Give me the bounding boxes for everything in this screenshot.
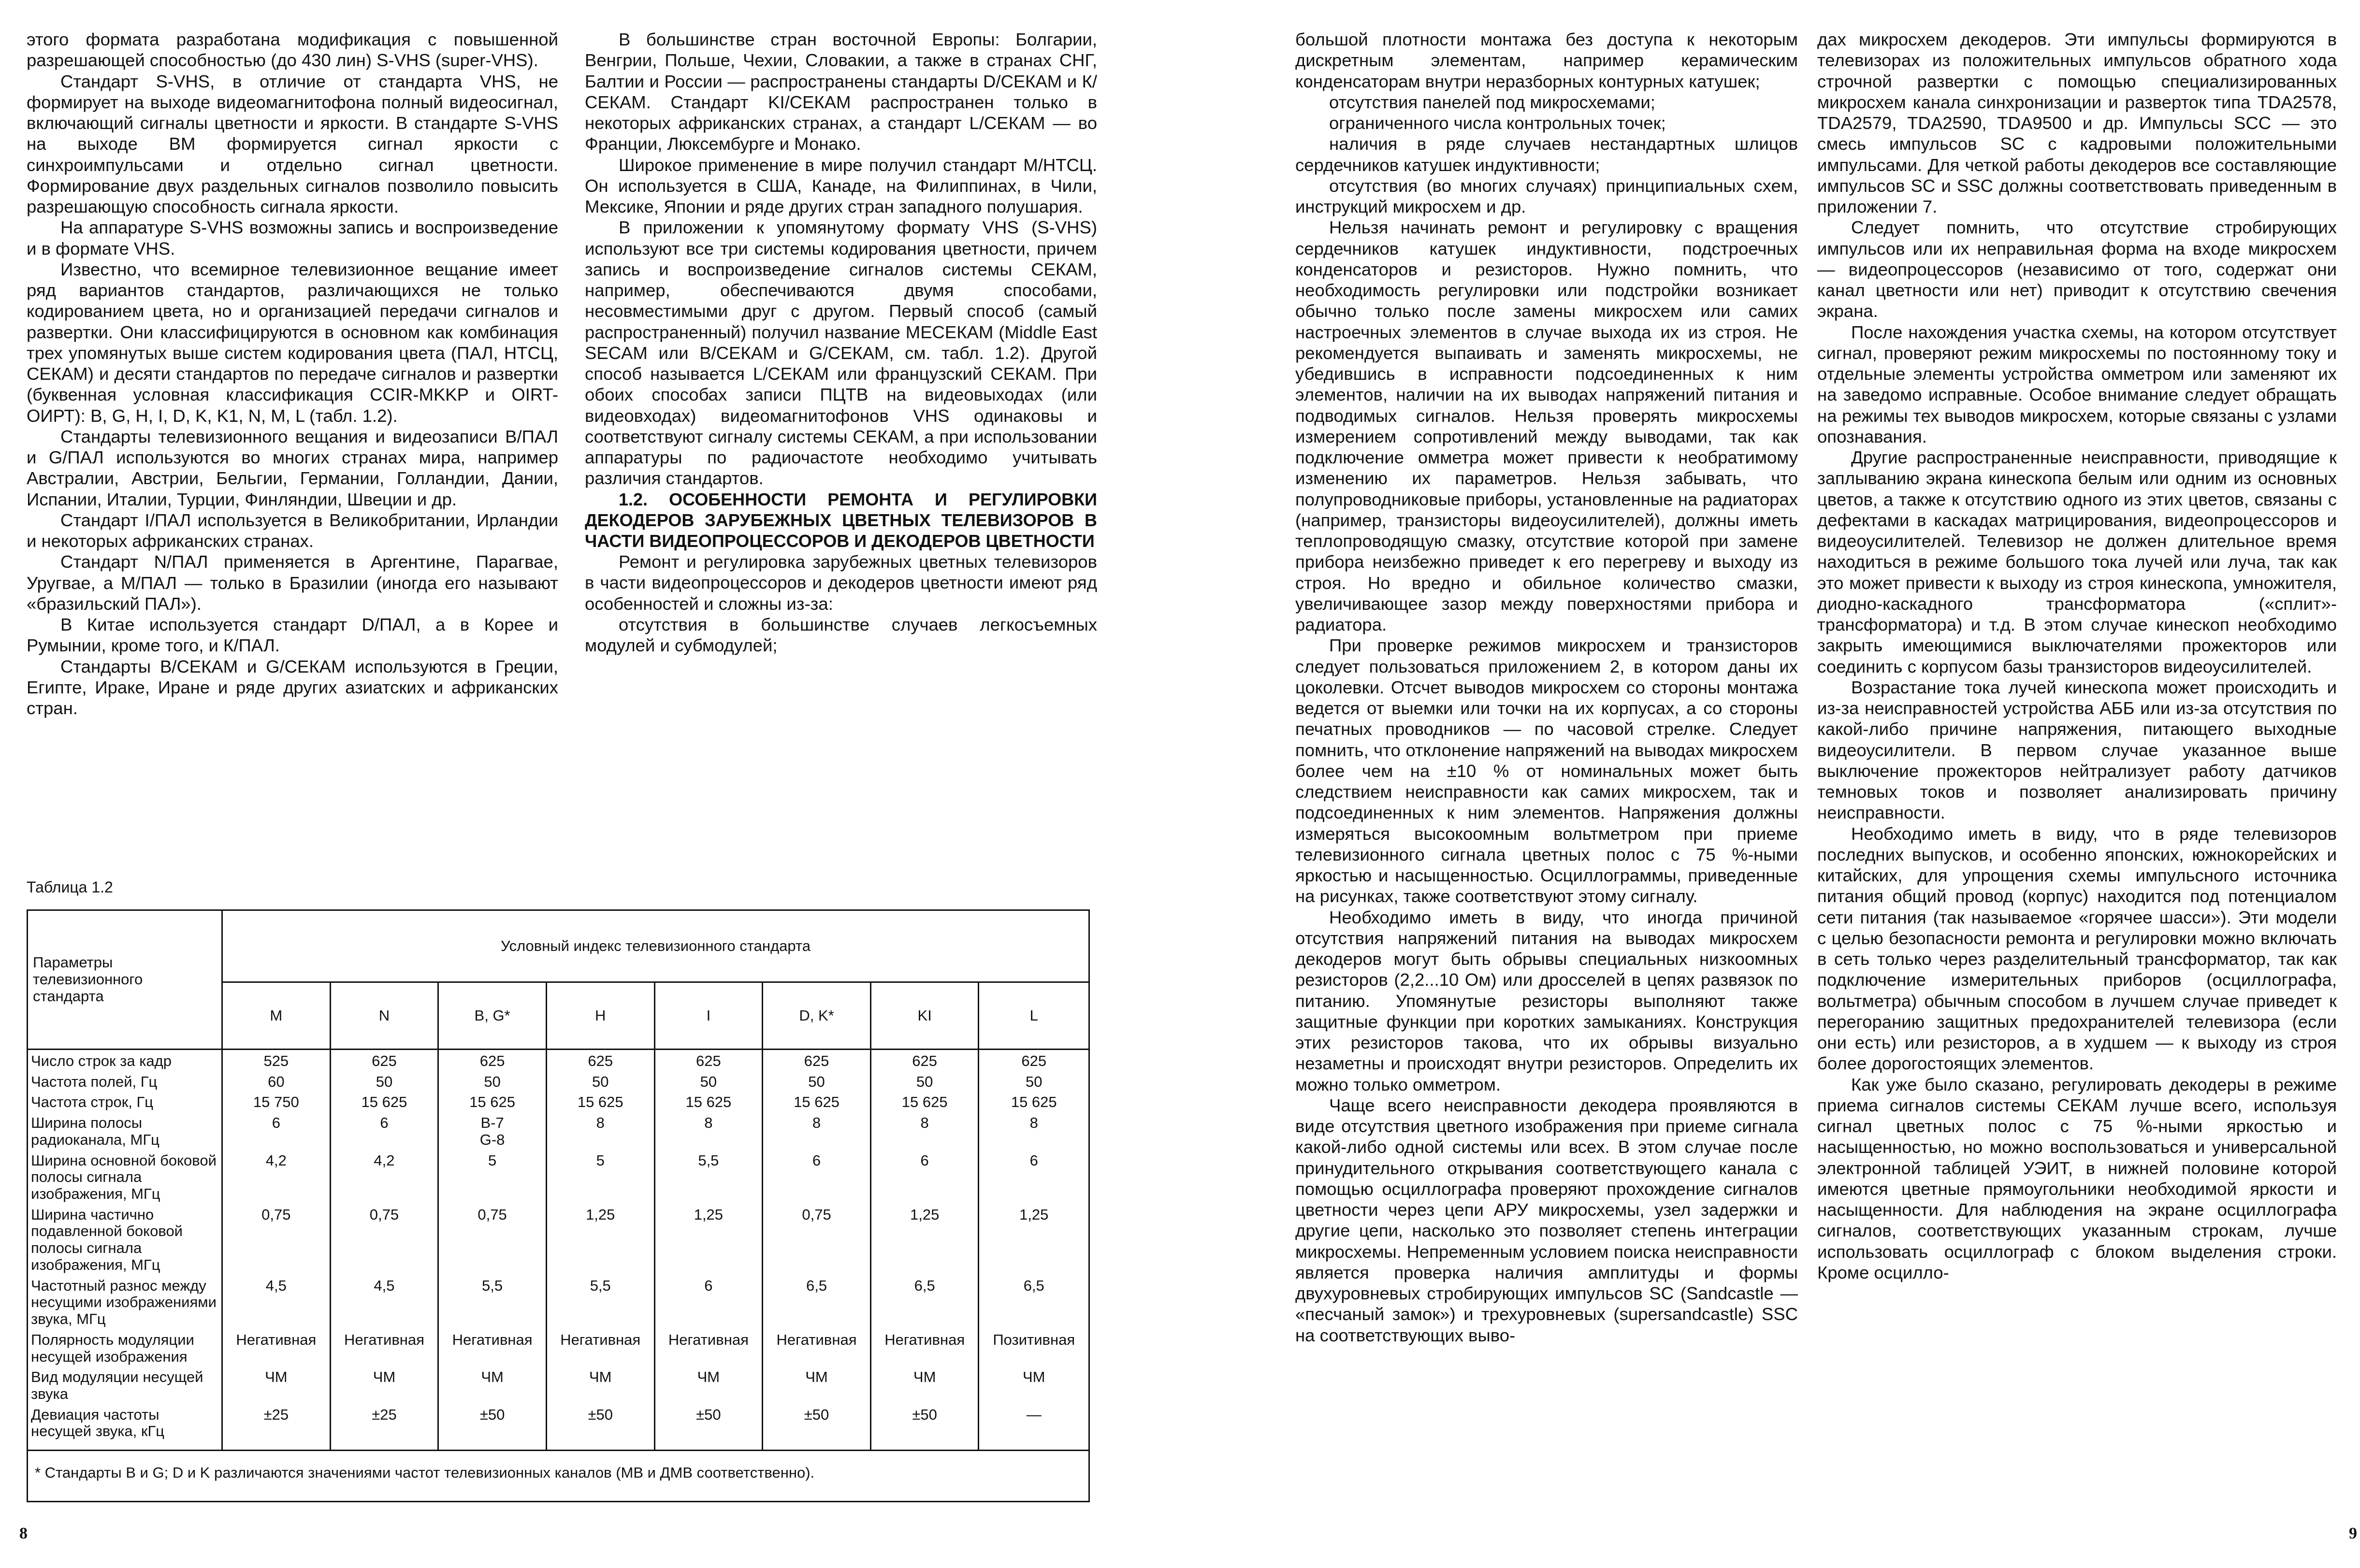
value-cell: 15 625 bbox=[330, 1091, 438, 1112]
value-cell: 0,75 bbox=[222, 1204, 331, 1275]
paragraph: Необходимо иметь в виду, что иногда причиной отсутствия напряжений питания на выводах микросхем декодеров могут быть обрывы специальных низкоомных резисторов (2,2...10 Ом) или дросселей в цепях развязок по питанию. Упомянутые резисторы выполняют также защитные функции при коротких замыканиях. Конструкция этих резисторов такова, что их обрывы визуально незаметны и происходят внутри резисторов. Определить их можно только омметром. bbox=[1295, 907, 1798, 1094]
value-cell: ±50 bbox=[870, 1404, 979, 1451]
value-cell: 15 625 bbox=[654, 1091, 763, 1112]
value-cell: ЧМ bbox=[438, 1366, 547, 1403]
paragraph: Ремонт и регулировка зарубежных цветных телевизоров в части видеопроцессоров и декодеров цветности имеют ряд особенностей и сложны из-за: bbox=[585, 552, 1097, 614]
standard-header-cell: L bbox=[979, 982, 1089, 1050]
standard-header-cell: KI bbox=[870, 982, 979, 1050]
value-cell: 50 bbox=[438, 1071, 547, 1092]
paragraph: На аппаратуре S-VHS возможны запись и воспроизведение и в формате VHS. bbox=[27, 217, 558, 259]
value-cell: ЧМ bbox=[546, 1366, 654, 1403]
paragraph: Стандарты телевизионного вещания и видеозаписи В/ПАЛ и G/ПАЛ используются во многих странах мира, например Австралии, Австрии, Бельгии, Германии, Голландии, Дании, Испании, Италии, Турции, Финляндии, Швеции и др. bbox=[27, 426, 558, 509]
value-cell: 5,5 bbox=[654, 1150, 763, 1204]
value-cell: ЧМ bbox=[654, 1366, 763, 1403]
paragraph: отсутствия в большинстве случаев легкосъемных модулей и субмодулей; bbox=[585, 614, 1097, 656]
value-cell: 8 bbox=[654, 1112, 763, 1149]
param-name-cell: Ширина основной боковой полосы сигнала изображения, МГц bbox=[28, 1150, 222, 1204]
value-cell: 15 625 bbox=[763, 1091, 871, 1112]
table-row bbox=[28, 1050, 1089, 1071]
value-cell: 6 bbox=[763, 1150, 871, 1204]
paragraph: В большинстве стран восточной Европы: Болгарии, Венгрии, Польше, Чехии, Словакии, а также в странах СНГ, Балтии и России — распространены стандарты D/СЕКАМ и К/СЕКАМ. Стандарт KI/СЕКАМ распространен только в некоторых африканских странах, а стандарт L/СЕКАМ — во Франции, Люксембурге и Монако. bbox=[585, 29, 1097, 154]
paragraph: После нахождения участка схемы, на котором отсутствует сигнал, проверяют режим микросхемы по постоянному току и отдельные элементы устройства омметром или заменяют их на заведомо исправные. Особое внимание следует обращать на режимы тех выводов микросхем, которые связаны с узлами опознавания. bbox=[1817, 322, 2337, 446]
value-cell: 50 bbox=[546, 1071, 654, 1092]
value-cell: 1,25 bbox=[870, 1204, 979, 1275]
value-cell: ±50 bbox=[438, 1404, 547, 1451]
value-cell: ЧМ bbox=[222, 1366, 331, 1403]
right-column-1 bbox=[1295, 29, 1798, 1346]
paragraph: Известно, что всемирное телевизионное вещание имеет ряд вариантов стандартов, различающихся не только кодированием цвета, но и организацией передачи сигналов и развертки. Они классифицируются в основном как комбинация трех упомянутых выше систем кодирования цвета (ПАЛ, НТСЦ, СЕКАМ) и десяти стандартов по передаче сигналов и развертки (буквенная условная классификация CCIR-MKKP и OIRT-ОИРТ): B, G, H, I, D, K, K1, N, M, L (табл. 1.2). bbox=[27, 259, 558, 426]
param-name-cell: Вид модуляции несущей звука bbox=[28, 1366, 222, 1403]
value-cell: 6,5 bbox=[763, 1275, 871, 1329]
value-cell: 4,2 bbox=[330, 1150, 438, 1204]
value-cell: 1,25 bbox=[546, 1204, 654, 1275]
param-name-cell: Девиация частоты несущей звука, кГц bbox=[28, 1404, 222, 1451]
table-row bbox=[28, 1091, 1089, 1112]
value-cell: 625 bbox=[546, 1050, 654, 1071]
value-cell: 1,25 bbox=[979, 1204, 1089, 1275]
table-row bbox=[28, 1275, 1089, 1329]
value-cell: 525 bbox=[222, 1050, 331, 1071]
table-footnote-row bbox=[28, 1451, 1089, 1502]
value-cell: 8 bbox=[546, 1112, 654, 1149]
value-cell: 0,75 bbox=[438, 1204, 547, 1275]
paragraph: большой плотности монтажа без доступа к некоторым дискретным элементам, например керамическим конденсаторам внутри неразборных контурных катушек; bbox=[1295, 29, 1798, 91]
table-row bbox=[28, 1404, 1089, 1451]
value-cell: 15 625 bbox=[870, 1091, 979, 1112]
page-number-right: 9 bbox=[2349, 1525, 2357, 1542]
value-cell: 6 bbox=[654, 1275, 763, 1329]
paragraph: Стандарт I/ПАЛ используется в Великобритании, Ирландии и некоторых африканских странах. bbox=[27, 510, 558, 551]
value-cell: 15 625 bbox=[438, 1091, 547, 1112]
value-cell: 625 bbox=[330, 1050, 438, 1071]
value-cell: 6,5 bbox=[979, 1275, 1089, 1329]
value-cell: 50 bbox=[870, 1071, 979, 1092]
param-name-cell: Число строк за кадр bbox=[28, 1050, 222, 1071]
paragraph: В приложении к упомянутому формату VHS (S-VHS) используют все три системы кодирования цветности, причем запись и воспроизведение сигналов системы СЕКАМ, например, обеспечиваются двумя способами, несовместимыми друг с другом. Первый способ (самый распространенный) получил название МЕСЕКАМ (Middle East SECAM или В/СЕКАМ и G/СЕКАМ, см. табл. 1.2). Другой способ называется L/СЕКАМ или французский СЕКАМ. При обоих способах записи ПЦТВ на видеовыходах (или видеовходах) видеомагнитофонов VHS одинаковы и соответствуют сигналу системы СЕКАМ, а при использовании аппаратуры по радиочастоте необходимо учитывать различия стандартов. bbox=[585, 217, 1097, 489]
table-row bbox=[28, 1071, 1089, 1092]
param-name-cell: Ширина полосы радиоканала, МГц bbox=[28, 1112, 222, 1149]
value-cell: 8 bbox=[763, 1112, 871, 1149]
value-cell: 4,5 bbox=[330, 1275, 438, 1329]
param-name-cell: Ширина частично подавленной боковой полосы сигнала изображения, МГц bbox=[28, 1204, 222, 1275]
paragraph: Стандарт N/ПАЛ применяется в Аргентине, Парагвае, Уругвае, а М/ПАЛ — только в Бразилии (иногда его называют «бразильский ПАЛ»). bbox=[27, 552, 558, 614]
value-cell: 50 bbox=[330, 1071, 438, 1092]
paragraph: Чаще всего неисправности декодера проявляются в виде отсутствия цветного изображения при приеме сигнала какой-либо одной системы или всех. В этом случае после принудительного открывания соответствующего канала с помощью осциллографа проверяют прохождение сигналов цветности через цепи АРУ микросхемы, узел задержки и другие цепи, насколько это позволяет степень интеграции микросхемы. Непременным условием поиска неисправности является проверка наличия амплитуды и формы двухуровневых стробирующих импульсов SC (Sandcastle — «песчаный замок») и трехуровневых (supersandcastle) SSC на соответствующих выво- bbox=[1295, 1095, 1798, 1345]
value-cell: — bbox=[979, 1404, 1089, 1451]
table-caption: Таблица 1.2 bbox=[27, 878, 113, 896]
table-header-row bbox=[28, 910, 1089, 982]
paragraph: наличия в ряде случаев нестандартных шлицов сердечников катушек индуктивности; bbox=[1295, 134, 1798, 175]
value-cell: Негативная bbox=[654, 1329, 763, 1366]
value-cell: Негативная bbox=[546, 1329, 654, 1366]
value-cell: 4,2 bbox=[222, 1150, 331, 1204]
paragraph: Другие распространенные неисправности, приводящие к заплыванию экрана кинескопа белым или одним из основных цветов, а также к отсутствию одного из этих цветов, связаны с дефектами в каскадах матрицирования, видеопроцессоров и видеоусилителей. Телевизор не должен длительное время находиться в режиме большого тока лучей или луча, так как это может привести к выходу из строя кинескопа, умножителя, диодно-каскадного трансформатора («сплит»-трансформатора) и т.д. В этом случае кинескоп необходимо закрыть имеющимися выключателями прожекторов или соединить с корпусом базы транзисторов видеоусилителей. bbox=[1817, 447, 2337, 676]
value-cell: 1,25 bbox=[654, 1204, 763, 1275]
value-cell: 5,5 bbox=[438, 1275, 547, 1329]
value-cell: ±50 bbox=[654, 1404, 763, 1451]
value-cell: Негативная bbox=[222, 1329, 331, 1366]
value-cell: 50 bbox=[979, 1071, 1089, 1092]
standard-header-cell: M bbox=[222, 982, 331, 1050]
value-cell: 625 bbox=[438, 1050, 547, 1071]
value-cell: ±25 bbox=[330, 1404, 438, 1451]
value-cell: 4,5 bbox=[222, 1275, 331, 1329]
paragraph: В Китае используется стандарт D/ПАЛ, а в Корее и Румынии, кроме того, и К/ПАЛ. bbox=[27, 615, 558, 656]
value-cell: 625 bbox=[979, 1050, 1089, 1071]
table-row bbox=[28, 1204, 1089, 1275]
right-column-2 bbox=[1817, 29, 2337, 1283]
value-cell: ЧМ bbox=[979, 1366, 1089, 1403]
value-cell: 6 bbox=[870, 1150, 979, 1204]
standard-header-cell: H bbox=[546, 982, 654, 1050]
left-column-2-bottom bbox=[585, 551, 1097, 656]
paragraph: дах микросхем декодеров. Эти импульсы формируются в телевизорах из положительных импульсов обратного хода строчной развертки с помощью специализированных микросхем канала синхронизации и разверток типа TDA2578, TDA2579, TDA2590, TDA9500 и др. Импульсы SCC — это смесь импульсов SC с кадровыми положительными импульсами. Для четкой работы декодеров все составляющие импульсов SC и SSC должны соответствовать приведенным в приложении 7. bbox=[1817, 29, 2337, 216]
value-cell: 8 bbox=[979, 1112, 1089, 1149]
paragraph: Стандарт S-VHS, в отличие от стандарта VHS, не формирует на выходе видеомагнитофона полный видеосигнал, включающий сигналы цветности и яркости. В стандарте S-VHS на выходе ВМ формируется сигнал яркости с синхроимпульсами и отдельно сигнал цветности. Формирование двух раздельных сигналов позволило повысить разрешающую способность сигнала яркости. bbox=[27, 71, 558, 216]
value-cell: Негативная bbox=[763, 1329, 871, 1366]
standard-header-cell: B, G* bbox=[438, 982, 547, 1050]
param-name-cell: Полярность модуляции несущей изображения bbox=[28, 1329, 222, 1366]
page-number-left: 8 bbox=[19, 1525, 28, 1542]
value-cell: 625 bbox=[763, 1050, 871, 1071]
param-name-cell: Частота строк, Гц bbox=[28, 1091, 222, 1112]
standard-header-cell: I bbox=[654, 982, 763, 1050]
paragraph: ограниченного числа контрольных точек; bbox=[1329, 113, 1666, 133]
paragraph: Следует помнить, что отсутствие стробирующих импульсов или их неправильная форма на входе микросхем — видеопроцессоров (независимо от того, содержат они канал цветности или нет) приводит к отсутствию свечения экрана. bbox=[1817, 217, 2337, 321]
section-heading: 1.2. ОСОБЕННОСТИ РЕМОНТА И РЕГУЛИРОВКИ ДЕКОДЕРОВ ЗАРУБЕЖНЫХ ЦВЕТНЫХ ТЕЛЕВИЗОРОВ В ЧАСТИ ВИДЕОПРОЦЕССОРОВ И ДЕКОДЕРОВ ЦВЕТНОСТИ bbox=[585, 489, 1097, 551]
value-cell: 6 bbox=[330, 1112, 438, 1149]
value-cell: 6 bbox=[222, 1112, 331, 1149]
table-row bbox=[28, 1366, 1089, 1403]
value-cell: Позитивная bbox=[979, 1329, 1089, 1366]
value-cell: 625 bbox=[654, 1050, 763, 1071]
paragraph: отсутствия (во многих случаях) принципиальных схем, инструкций микросхем и др. bbox=[1295, 175, 1798, 216]
value-cell: 60 bbox=[222, 1071, 331, 1092]
value-cell: Негативная bbox=[438, 1329, 547, 1366]
standard-header-cell: D, K* bbox=[763, 982, 871, 1050]
paragraph: Стандарты В/СЕКАМ и G/СЕКАМ используются в Греции, Египте, Ираке, Иране и ряде других азиатских и африканских стран. bbox=[27, 656, 558, 718]
value-cell: 0,75 bbox=[330, 1204, 438, 1275]
param-column-header: Параметры телевизионного стандарта bbox=[28, 910, 222, 1050]
paragraph: этого формата разработана модификация с повышенной разрешающей способностью (до 430 лин) S-VHS (super-VHS). bbox=[27, 29, 558, 71]
value-cell: Негативная bbox=[330, 1329, 438, 1366]
param-name-cell: Частота полей, Гц bbox=[28, 1071, 222, 1092]
value-cell: 15 625 bbox=[546, 1091, 654, 1112]
value-cell: ±25 bbox=[222, 1404, 331, 1451]
value-cell: ЧМ bbox=[870, 1366, 979, 1403]
left-column-1 bbox=[27, 29, 558, 719]
paragraph: отсутствия панелей под микросхемами; bbox=[1329, 92, 1655, 112]
left-column-2 bbox=[585, 29, 1097, 656]
table-row bbox=[28, 1112, 1089, 1149]
value-cell: ЧМ bbox=[763, 1366, 871, 1403]
value-cell: 15 625 bbox=[979, 1091, 1089, 1112]
value-cell: 5 bbox=[546, 1150, 654, 1204]
value-cell: 5,5 bbox=[546, 1275, 654, 1329]
value-cell: ±50 bbox=[763, 1404, 871, 1451]
table-row bbox=[28, 1150, 1089, 1204]
value-cell: 50 bbox=[763, 1071, 871, 1092]
table-footnote: * Стандарты B и G; D и K различаются значениями частот телевизионных каналов (МВ и ДМВ соответственно). bbox=[28, 1451, 1089, 1502]
paragraph: Нельзя начинать ремонт и регулировку с вращения сердечников катушек индуктивности, подстроечных конденсаторов и резисторов. Нужно помнить, что необходимость регулировки или подстройки возникает обычно только после замены микросхем или самих настроечных элементов в случае выхода их из строя. Не рекомендуется выпаивать и заменять микросхемы, не убедившись в исправности подсоединенных к ним элементов, наличии на их выводах напряжений питания и подводимых сигналов. Нельзя проверять микросхемы измерением сопротивлений между выводами, так как подключение омметра может привести к необратимому изменению их параметров. Нельзя забывать, что полупроводниковые приборы, установленные на радиаторах (например, транзисторы видеоусилителей), должны иметь теплопроводящую смазку, отсутствие которой при замене прибора неизбежно приведет к его перегреву и выходу из строя. Но вредно и обильное количество смазки, увеличивающее зазор между поверхностями прибора и радиатора. bbox=[1295, 217, 1798, 634]
value-cell: ±50 bbox=[546, 1404, 654, 1451]
value-cell: 6,5 bbox=[870, 1275, 979, 1329]
table-body bbox=[28, 1050, 1089, 1451]
table-row bbox=[28, 1329, 1089, 1366]
value-cell: 0,75 bbox=[763, 1204, 871, 1275]
paragraph: Как уже было сказано, регулировать декодеры в режиме приема сигналов системы СЕКАМ лучше всего, используя сигнал цветных полос с 75 %-ными яркостью и насыщенностью, но можно воспользоваться и универсальной электронной таблицей УЭИТ, в нижней половине которой имеются цветные прямоугольники необходимой яркости и насыщенности. Для наблюдения на экране осциллографа сигналов, соответствующих указанным строкам, лучше использовать осциллограф с блоком выделения строки. Кроме осцилло- bbox=[1817, 1074, 2337, 1282]
value-cell: Негативная bbox=[870, 1329, 979, 1366]
value-cell: 625 bbox=[870, 1050, 979, 1071]
standards-table bbox=[27, 909, 1090, 1502]
value-cell: 50 bbox=[654, 1071, 763, 1092]
index-column-header: Условный индекс телевизионного стандарта bbox=[222, 910, 1089, 982]
param-name-cell: Частотный разнос между несущими изображениями звука, МГц bbox=[28, 1275, 222, 1329]
standard-header-cell: N bbox=[330, 982, 438, 1050]
paragraph: Широкое применение в мире получил стандарт М/НТСЦ. Он используется в США, Канаде, на Филиппинах, в Чили, Мексике, Японии и ряде других стран западного полушария. bbox=[585, 155, 1097, 216]
value-cell: 6 bbox=[979, 1150, 1089, 1204]
paragraph: При проверке режимов микросхем и транзисторов следует пользоваться приложением 2, в котором даны их цоколевки. Отсчет выводов микросхем со стороны монтажа ведется от выемки или точки на их корпусах, а со стороны печатных проводников — по часовой стрелке. Следует помнить, что отклонение напряжений на выводах микросхем более чем на ±10 % от номинальных может быть следствием неисправности как самих микросхем, так и подсоединенных к ним элементов. Напряжения должны измеряться высокоомным вольтметром при приеме телевизионного сигнала цветных полос с 75 %-ными яркостью и насыщенностью. Осциллограммы, приведенные на рисунках, также соответствуют этому сигналу. bbox=[1295, 635, 1798, 906]
value-cell: ЧМ bbox=[330, 1366, 438, 1403]
paragraph: Необходимо иметь в виду, что в ряде телевизоров последних выпусков, и особенно японских, южнокорейских и китайских, для упрощения схемы импульсного источника питания общий провод (корпус) находится под потенциалом сети питания (так называемое «горячее шасси»). Эти модели с целью безопасности ремонта и регулировки можно включать в сеть только через разделительный трансформатор, так как подключение измерительных приборов (осциллографа, вольтметра) обычным способом в лучшем случае приведет к перегоранию защитных предохранителей телевизора (если они есть) или резисторов, а в худшем — к выходу из строя более дорогостоящих элементов. bbox=[1817, 823, 2337, 1074]
paragraph: Возрастание тока лучей кинескопа может происходить и из-за неисправностей устройства АББ или из-за отсутствия по какой-либо причине напряжения, питающего выходные видеоусилители. В первом случае указанное выше выключение прожекторов нейтрализует работу датчиков темновых токов и позволяет анализировать причину неисправности. bbox=[1817, 677, 2337, 823]
value-cell: 8 bbox=[870, 1112, 979, 1149]
left-column-2-top bbox=[585, 29, 1097, 489]
value-cell: 15 750 bbox=[222, 1091, 331, 1112]
value-cell: B-7 G-8 bbox=[438, 1112, 547, 1149]
value-cell: 5 bbox=[438, 1150, 547, 1204]
page-right bbox=[1184, 0, 2360, 1568]
